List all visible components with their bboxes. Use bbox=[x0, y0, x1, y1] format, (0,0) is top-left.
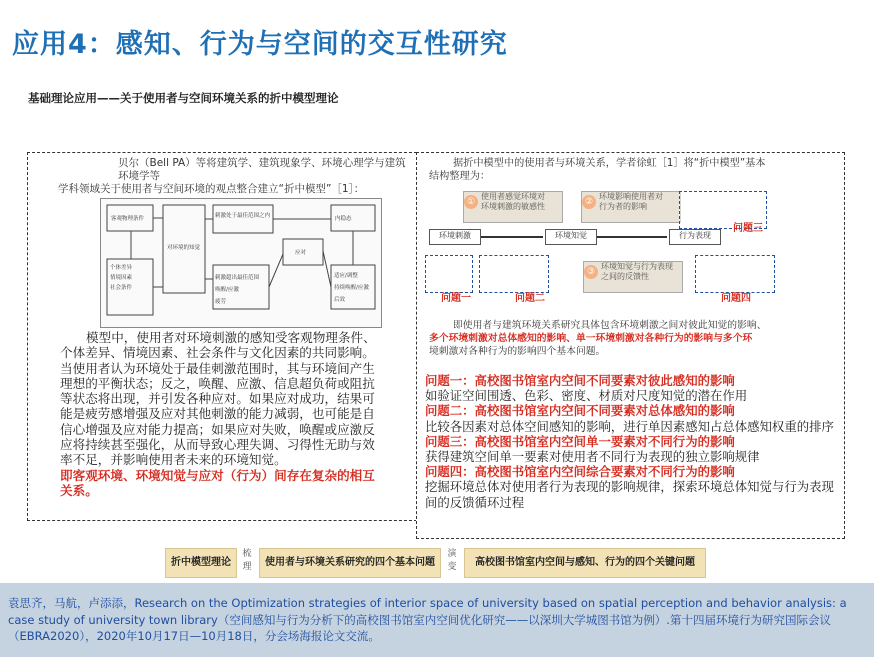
left-intro-line: 贝尔（Bell PA）等将建筑学、建筑现象学、环境心理学与建筑环境学等 bbox=[118, 157, 406, 182]
box-perception: 环境知觉 bbox=[545, 229, 597, 245]
figure-box bbox=[213, 205, 273, 233]
diagram-shade-2 bbox=[581, 191, 681, 223]
flow-arrow bbox=[442, 548, 462, 576]
right-intro bbox=[429, 157, 809, 183]
flow-arrow-label: 梳 bbox=[242, 549, 252, 559]
section-subtitle: 基础理论应用——关于使用者与空间环境关系的折中模型理论 bbox=[28, 91, 339, 105]
shade-text: 环境影响使用者对 行为者的影响 bbox=[599, 192, 663, 211]
body-line: 个体差异、情境因素、社会条件与文化因素的共同影响。 bbox=[60, 345, 375, 361]
flow-arrow bbox=[237, 548, 257, 576]
left-panel bbox=[27, 152, 417, 521]
figure-box-label: 持续唤醒/应激 bbox=[334, 285, 369, 291]
flow-box-basic-issues: 使用者与环境关系研究的四个基本问题 bbox=[259, 548, 441, 578]
question-heading: 问题三：高校图书馆室内空间单一要素对不同行为的影响 bbox=[425, 433, 735, 449]
problem-label: 问题三 bbox=[733, 223, 763, 234]
flow-box-key-issues: 高校图书馆室内空间与感知、行为的四个关键问题 bbox=[464, 548, 706, 578]
body-line: 当使用者认为环境处于最佳刺激范围时，其与环境间产生 bbox=[60, 360, 375, 376]
question-list bbox=[425, 373, 841, 510]
figure-box-label: 社会条件 bbox=[110, 285, 133, 291]
figure-box-label: 个体差异 bbox=[110, 265, 133, 271]
body-line: 等状态将出现，并引发各种应对。如果应对成功，结果可 bbox=[60, 391, 375, 407]
shade-text: 使用者感觉环境对 环境刺激的敏感性 bbox=[481, 192, 545, 211]
question-description: 比较各因素对总体空间感知的影响，进行单因素感知占总体感知权重的排序 bbox=[425, 418, 834, 434]
figure-box-label: 对环境的知觉 bbox=[167, 245, 201, 251]
mid-line: 多个环境刺激对总体感知的影响、单一环境刺激对各种行为的影响与多个环 bbox=[429, 333, 753, 344]
number-badge: ② bbox=[582, 195, 596, 209]
left-body-text bbox=[60, 330, 410, 498]
question-heading: 问题一：高校图书馆室内空间不同要素对彼此感知的影响 bbox=[425, 373, 735, 388]
diagram-dashed-group bbox=[479, 255, 549, 293]
figure-box-label: 应对 bbox=[295, 250, 307, 256]
diagram-shade-1 bbox=[463, 191, 563, 223]
eclectic-model-figure bbox=[100, 198, 382, 328]
diagram-shade-3 bbox=[583, 261, 683, 293]
figure-box-label: 唤醒/应激 bbox=[215, 287, 239, 293]
question-description: 获得建筑空间单一要素对使用者不同行为表现的独立影响规律 bbox=[425, 449, 760, 465]
body-line: 能是疲劳感增强及应对其他刺激的能力减弱，也可能是自 bbox=[60, 406, 375, 422]
figure-box-label: 适应/调整 bbox=[334, 273, 358, 279]
problem-label: 问题二 bbox=[515, 293, 545, 304]
figure-box-label: 内稳态 bbox=[335, 216, 352, 222]
question-heading: 问题二：高校图书馆室内空间不同要素对总体感知的影响 bbox=[425, 403, 735, 419]
right-intro-line: 据折中模型中的使用者与环境关系，学者徐虹［1］将“折中模型”基本 bbox=[453, 158, 766, 169]
flow-bar bbox=[165, 548, 705, 576]
problem-label: 问题一 bbox=[441, 293, 471, 304]
question-description: 如验证空间围透、色彩、密度、材质对尺度知觉的潜在作用 bbox=[425, 388, 748, 404]
right-panel bbox=[416, 152, 845, 539]
figure-box-label: 情境因素 bbox=[110, 275, 133, 281]
right-intro-line: 结构整理为： bbox=[429, 171, 491, 182]
flow-arrow-label: 理 bbox=[242, 562, 252, 572]
left-intro-line: 学科领域关于使用者与空间环境的观点整合建立“折中模型”［1］： bbox=[58, 183, 365, 195]
figure-box-label: 刺激处于最佳范围之内 bbox=[215, 213, 271, 219]
body-line: 应将持续甚至强化，从而导致心理失调、习得性无助与效 bbox=[60, 437, 375, 453]
body-line: 率不足，并影响使用者未来的环境知觉。 bbox=[60, 452, 287, 468]
citation-bar bbox=[0, 583, 874, 657]
right-mid-text bbox=[429, 319, 839, 358]
arrow bbox=[597, 236, 667, 238]
box-stimulus: 环境刺激 bbox=[429, 229, 481, 245]
figure-box-label: 后效 bbox=[334, 297, 346, 303]
citation-text: 袁思齐，马航，卢添添，Research on the Optimization strategies of interior space of university based on spatial perception and behavior analysis: a case study of university town library（空间感知与行为分析下的高校图书馆室内空间优化研究——以深圳大学城图书馆为例）.第十四届环境行为研究国际会议（EBRA2020），2020年10月17日—10月18日，分会场海报论文交流。 bbox=[8, 596, 847, 643]
diagram-dashed-group bbox=[425, 255, 473, 293]
number-badge: ① bbox=[464, 195, 478, 209]
flow-arrow-label: 变 bbox=[447, 562, 457, 572]
box-behavior: 行为表现 bbox=[669, 229, 721, 245]
left-intro bbox=[58, 157, 410, 196]
figure-box-label: 疲劳 bbox=[215, 299, 227, 305]
number-badge: ③ bbox=[584, 265, 598, 279]
question-description: 挖掘环境总体对使用者行为表现的影响规律，探索环境总体知觉与行为表现间的反馈循环过程 bbox=[425, 479, 834, 510]
flow-box-theory: 折中模型理论 bbox=[165, 548, 237, 578]
highlight-line: 即客观环境、环境知觉与应对（行为）间存在复杂的相互 bbox=[60, 467, 375, 483]
body-line: 信心增强及应对能力提高；如果应对失败，唤醒或应激反 bbox=[60, 421, 375, 437]
shade-text: 环境知觉与行为表现 之间的反馈性 bbox=[601, 262, 673, 281]
question-heading: 问题四：高校图书馆室内空间综合要素对不同行为的影响 bbox=[425, 464, 735, 480]
flow-arrow-label: 演 bbox=[447, 549, 457, 559]
mid-line: 即使用者与建筑环境关系研究具体包含环境刺激之间对彼此知觉的影响、 bbox=[453, 320, 767, 331]
mid-line: 境刺激对各种行为的影响四个基本问题。 bbox=[429, 346, 606, 357]
diagram-dashed-group bbox=[695, 255, 775, 293]
highlight-line: 关系。 bbox=[60, 482, 98, 498]
figure-box-label: 客观物理条件 bbox=[111, 216, 145, 222]
header-bar bbox=[0, 0, 874, 72]
problem-label: 问题四 bbox=[721, 293, 751, 304]
body-line: 理想的平衡状态；反之，唤醒、应激、信息超负荷或阻抗 bbox=[60, 375, 375, 391]
arrow bbox=[481, 236, 543, 238]
eclectic-model-diagram bbox=[101, 199, 381, 327]
structure-diagram bbox=[423, 189, 837, 307]
page-title: 应用4：感知、行为与空间的交互性研究 bbox=[12, 29, 508, 60]
figure-box-label: 刺激超出最佳范围 bbox=[215, 275, 260, 281]
body-line: 模型中，使用者对环境刺激的感知受客观物理条件、 bbox=[86, 330, 376, 345]
